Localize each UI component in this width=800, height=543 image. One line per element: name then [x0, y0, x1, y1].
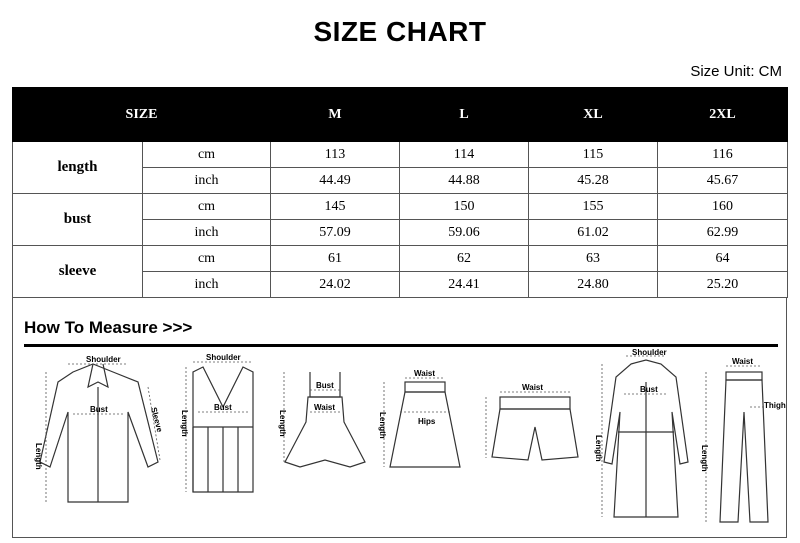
- value-cell: 59.06: [400, 220, 529, 246]
- value-cell: 115: [529, 142, 658, 168]
- label-waist: Waist: [314, 403, 336, 412]
- blouse-icon: [28, 352, 168, 532]
- table-row: [13, 142, 788, 168]
- label-waist: Waist: [522, 383, 544, 392]
- shorts-icon: [480, 352, 590, 532]
- value-cell: 24.02: [271, 272, 400, 298]
- value-cell: 62: [400, 246, 529, 272]
- header-2xl: 2XL: [658, 88, 788, 142]
- label-length: Length: [594, 435, 603, 462]
- table-row: [13, 194, 788, 220]
- label-shoulder: Shoulder: [86, 355, 121, 364]
- value-cell: 150: [400, 194, 529, 220]
- row-label-length: length: [13, 142, 143, 194]
- label-shoulder: Shoulder: [632, 348, 667, 357]
- size-table: [12, 87, 788, 298]
- value-cell: 114: [400, 142, 529, 168]
- table-header-row: [13, 88, 788, 142]
- label-length: Length: [700, 445, 709, 472]
- value-cell: 44.49: [271, 168, 400, 194]
- label-bust: Bust: [640, 385, 658, 394]
- label-waist: Waist: [414, 369, 436, 378]
- value-cell: 116: [658, 142, 788, 168]
- trousers-icon: [698, 352, 788, 532]
- value-cell: 25.20: [658, 272, 788, 298]
- header-m: M: [271, 88, 400, 142]
- value-cell: 145: [271, 194, 400, 220]
- value-cell: 160: [658, 194, 788, 220]
- value-cell: 45.28: [529, 168, 658, 194]
- size-unit-label: Size Unit: CM: [690, 63, 782, 80]
- header-l: L: [400, 88, 529, 142]
- value-cell: 57.09: [271, 220, 400, 246]
- value-cell: 61.02: [529, 220, 658, 246]
- label-length: Length: [34, 443, 43, 470]
- page-title: SIZE CHART: [313, 16, 487, 47]
- value-cell: 63: [529, 246, 658, 272]
- value-cell: 61: [271, 246, 400, 272]
- vest-icon: [178, 352, 268, 532]
- value-cell: 113: [271, 142, 400, 168]
- label-shoulder: Shoulder: [206, 353, 241, 362]
- label-bust: Bust: [316, 381, 334, 390]
- row-label-sleeve: sleeve: [13, 246, 143, 298]
- trench-coat-icon: [594, 348, 696, 532]
- how-to-measure-title: How To Measure >>>: [24, 318, 193, 337]
- value-cell: 64: [658, 246, 788, 272]
- value-cell: 45.67: [658, 168, 788, 194]
- label-waist: Waist: [732, 357, 754, 366]
- label-bust: Bust: [214, 403, 232, 412]
- unit-cell: cm: [143, 142, 271, 168]
- row-label-bust: bust: [13, 194, 143, 246]
- table-row: [13, 246, 788, 272]
- label-length: Length: [378, 412, 387, 439]
- value-cell: 155: [529, 194, 658, 220]
- unit-cell: inch: [143, 220, 271, 246]
- label-bust: Bust: [90, 405, 108, 414]
- header-size: SIZE: [13, 88, 271, 142]
- value-cell: 24.41: [400, 272, 529, 298]
- unit-cell: cm: [143, 194, 271, 220]
- value-cell: 24.80: [529, 272, 658, 298]
- slip-dress-icon: [280, 352, 370, 532]
- value-cell: 44.88: [400, 168, 529, 194]
- header-xl: XL: [529, 88, 658, 142]
- value-cell: 62.99: [658, 220, 788, 246]
- divider-line: [24, 344, 778, 347]
- label-hips: Hips: [418, 417, 436, 426]
- measure-figures: [18, 348, 788, 532]
- unit-cell: inch: [143, 168, 271, 194]
- label-length: Length: [180, 410, 189, 437]
- skirt-icon: [380, 352, 470, 532]
- unit-cell: cm: [143, 246, 271, 272]
- unit-cell: inch: [143, 272, 271, 298]
- label-thigh: Thigh: [764, 401, 786, 410]
- label-length: Length: [278, 410, 287, 437]
- label-sleeve: Sleeve: [149, 406, 165, 434]
